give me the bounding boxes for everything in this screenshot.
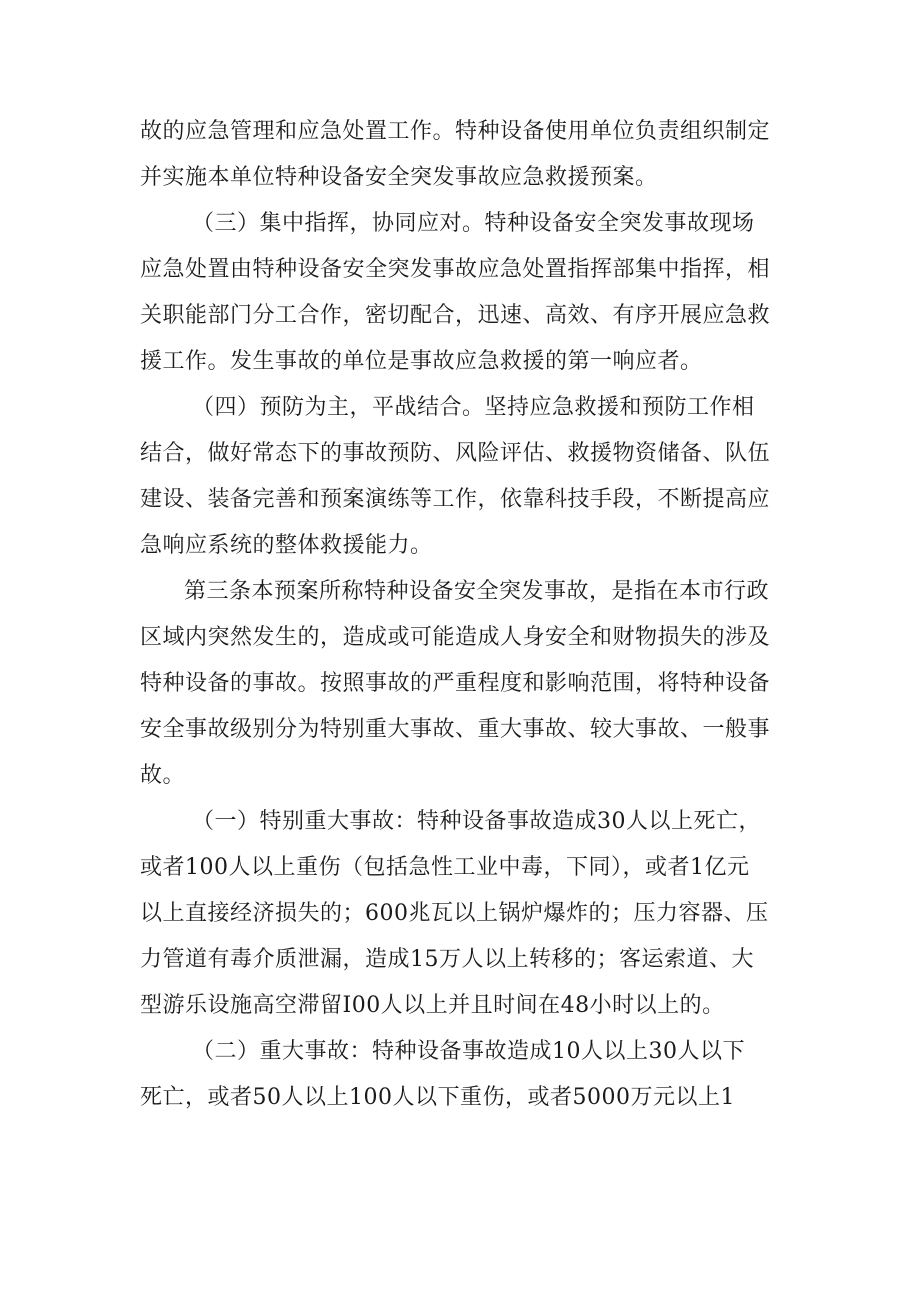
- text-line: 死亡，或者50人以上100人以下重伤，或者5000万元以上1: [140, 1085, 735, 1110]
- text-line: （三）集中指挥，协同应对。特种设备安全突发事故现场: [192, 211, 755, 236]
- text-line: 援工作。发生事故的单位是事故应急救援的第一响应者。: [140, 349, 703, 374]
- text-line: 区域内突然发生的，造成或可能造成人身安全和财物损失的涉及: [140, 625, 771, 650]
- text-line: 力管道有毒介质泄漏，造成15万人以上转移的；客运索道、大: [140, 947, 754, 972]
- text-line: 安全事故级别分为特别重大事故、重大事故、较大事故、一般事: [140, 717, 771, 742]
- text-line: 故的应急管理和应急处置工作。特种设备使用单位负责组织制定: [140, 119, 771, 144]
- text-line: 建设、装备完善和预案演练等工作，依靠科技手段，不断提高应: [140, 487, 771, 512]
- text-line: 故。: [140, 763, 186, 788]
- text-line: 并实施本单位特种设备安全突发事故应急救援预案。: [140, 165, 658, 190]
- text-line: 型游乐设施高空滞留I00人以上并且时间在48小时以上的。: [140, 993, 725, 1018]
- text-line: 结合，做好常态下的事故预防、风险评估、救援物资储备、队伍: [140, 441, 771, 466]
- text-line: 或者100人以上重伤（包括急性工业中毒，下同），或者1亿元: [140, 855, 750, 880]
- text-line: （一）特别重大事故：特种设备事故造成30人以上死亡，: [192, 809, 761, 834]
- text-line: 以上直接经济损失的；600兆瓦以上锅炉爆炸的；压力容器、压: [140, 901, 769, 926]
- text-line: （四）预防为主，平战结合。坚持应急救援和预防工作相: [192, 395, 755, 420]
- text-line: 第三条本预案所称特种设备安全突发事故，是指在本市行政: [184, 579, 770, 604]
- text-line: 急响应系统的整体救援能力。: [140, 533, 433, 558]
- text-line: 特种设备的事故。按照事故的严重程度和影响范围，将特种设备: [140, 671, 771, 696]
- text-line: 应急处置由特种设备安全突发事故应急处置指挥部集中指挥，相: [140, 257, 771, 282]
- document-body: [140, 109, 780, 1121]
- text-line: （二）重大事故：特种设备事故造成10人以上30人以下: [192, 1039, 745, 1064]
- text-line: 关职能部门分工合作，密切配合，迅速、高效、有序开展应急救: [140, 303, 771, 328]
